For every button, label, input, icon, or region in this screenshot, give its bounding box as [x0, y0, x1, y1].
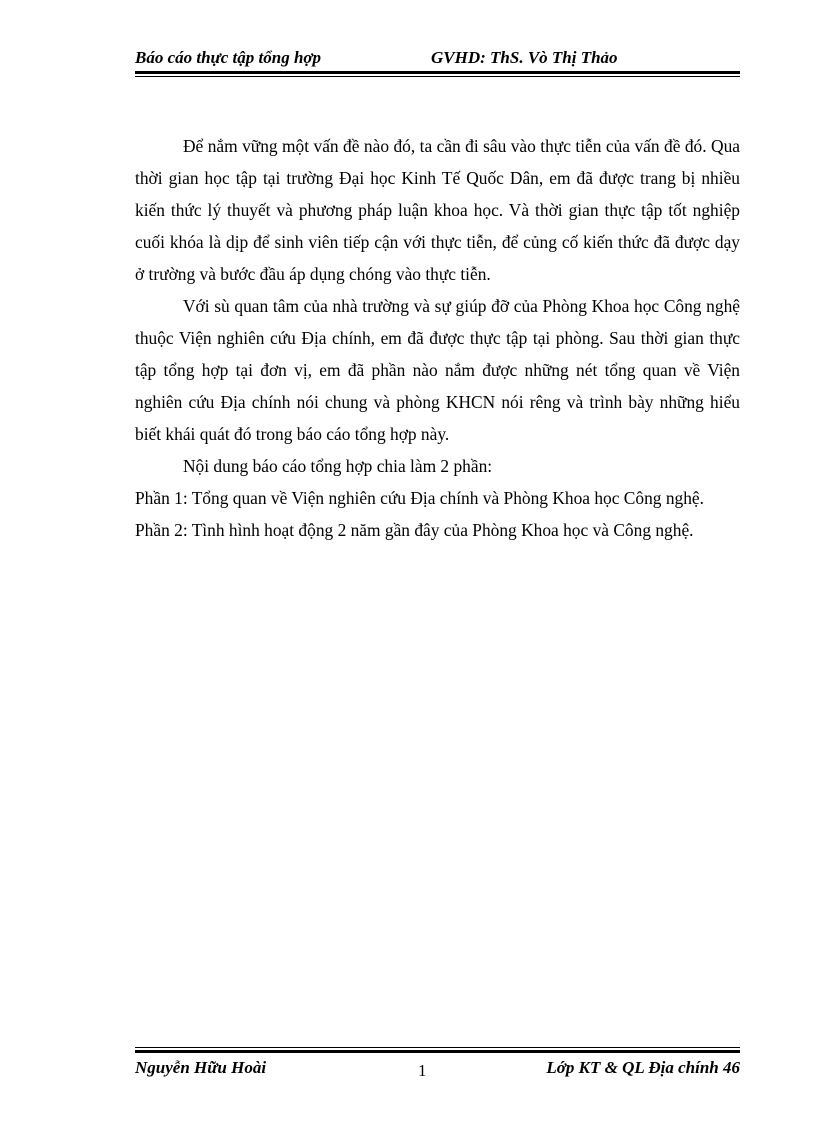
body-text: [135, 130, 740, 546]
header-rule-thin: [135, 76, 740, 77]
list-item-part-2: Phần 2: Tình hình hoạt động 2 năm gần đây của Phòng Khoa học và Công nghệ.: [135, 520, 694, 540]
header-rule-thick: [135, 71, 740, 74]
report-title: Báo cáo thực tập tổng hợp: [135, 48, 322, 67]
paragraph-outline: Nội dung báo cáo tổng hợp chia làm 2 phần:: [183, 456, 493, 476]
footer-rule-thin: [135, 1047, 740, 1048]
paragraph-intro: Để nắm vững một vấn đề nào đó, ta cần đi sâu vào thực tiễn của vấn đề đó. Qua thời gian học tập tại trường Đại học Kinh Tế Quốc Dân, em đã được trang bị nhiều kiến thức lý thuyết và phương pháp luận khoa học. Và thời gian thực tập tốt nghiệp cuối khóa là dịp để sinh viên tiếp cận với thực tiễn, để củng cố kiến thức đã được dạy ở trường và bước đầu áp dụng chóng vào thực tiễn.: [135, 136, 740, 284]
footer-rule-thick: [135, 1050, 740, 1053]
page-header: [135, 48, 740, 70]
author-name: Nguyễn Hữu Hoài: [135, 1058, 267, 1077]
list-item-part-1: Phần 1: Tổng quan về Viện nghiên cứu Địa chính và Phòng Khoa học Công nghệ.: [135, 488, 704, 508]
page-number: 1: [418, 1061, 427, 1080]
paragraph-acknowledgement: Với sù quan tâm của nhà trường và sự giúp đỡ của Phòng Khoa học Công nghệ thuộc Viện nghiên cứu Địa chính, em đã được thực tập tại phòng. Sau thời gian thực tập tổng hợp tại đơn vị, em đã phần nào nắm được những nét tổng quan về Viện nghiên cứu Địa chính nói chung và phòng KHCN nói rêng và trình bày những hiểu biết khái quát đó trong báo cáo tổng hợp này.: [135, 296, 740, 444]
page-footer: [135, 1058, 740, 1084]
supervisor-name: GVHD: ThS. Vò Thị Thảo: [431, 48, 618, 67]
class-name: Lớp KT & QL Địa chính 46: [546, 1058, 740, 1077]
